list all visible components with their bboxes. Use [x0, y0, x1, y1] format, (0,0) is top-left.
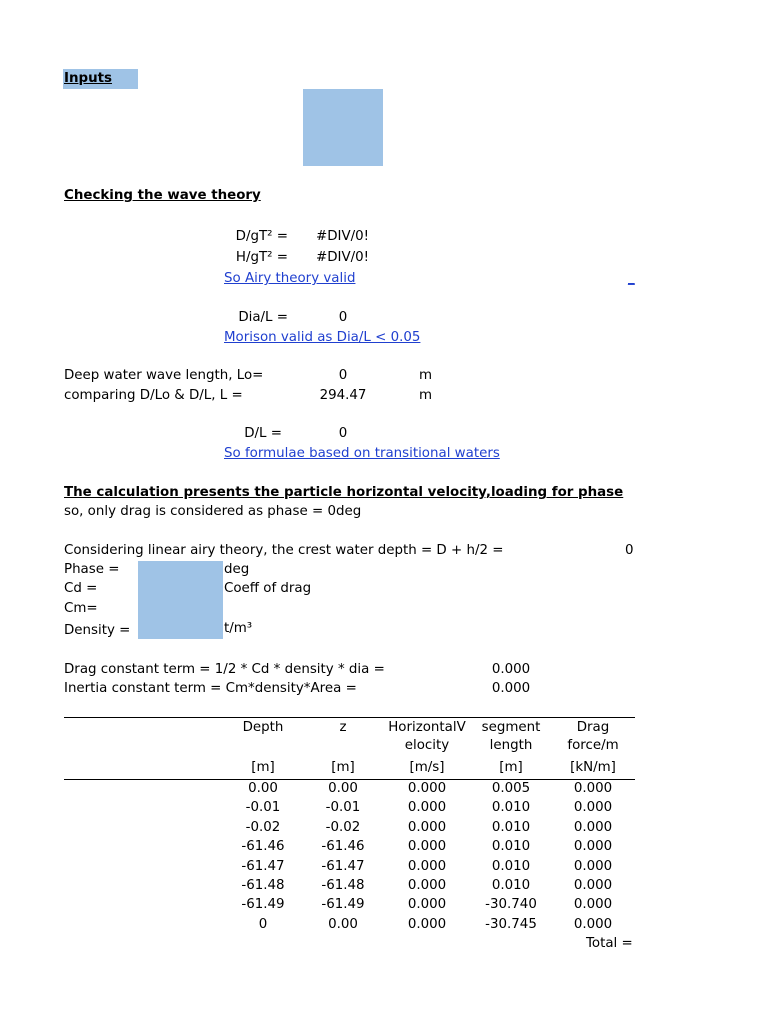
cell-depth: -61.48: [241, 878, 285, 893]
cell-drag-force: 0.000: [573, 800, 613, 815]
cell-depth: -61.46: [241, 839, 285, 854]
deep-water-unit: m: [419, 368, 433, 383]
cell-segment-length: -30.740: [485, 897, 537, 912]
cell-segment-length: 0.010: [491, 839, 531, 854]
cell-velocity: 0.000: [407, 859, 447, 874]
cell-drag-force: 0.000: [573, 859, 613, 874]
unit-segment-length: [m]: [499, 760, 523, 775]
cell-segment-length: 0.005: [491, 781, 531, 796]
density-unit: t/m³: [224, 621, 253, 636]
calculation-heading: The calculation presents the particle horizontal velocity,loading for phase: [64, 485, 624, 500]
inputs-title: Inputs: [64, 71, 113, 86]
table-header-rule: [64, 779, 635, 780]
cell-z: -61.46: [321, 839, 365, 854]
cell-drag-force: 0.000: [573, 878, 613, 893]
cm-label: Cm=: [64, 601, 98, 616]
cell-velocity: 0.000: [407, 897, 447, 912]
cell-velocity: 0.000: [407, 839, 447, 854]
cell-drag-force: 0.000: [573, 839, 613, 854]
cell-segment-length: 0.010: [491, 800, 531, 815]
col-header-segment-length: segment length: [481, 720, 541, 753]
cell-depth: -0.01: [245, 800, 281, 815]
unit-z: [m]: [331, 760, 355, 775]
cell-drag-force: 0.000: [573, 781, 613, 796]
deep-water-label: Deep water wave length, Lo=: [64, 368, 264, 383]
col-header-z: z: [339, 720, 347, 735]
cell-segment-length: -30.745: [485, 917, 537, 932]
unit-velocity: [m/s]: [409, 760, 445, 775]
total-label: Total =: [586, 936, 633, 951]
cell-depth: 0: [258, 917, 268, 932]
dia-l-value: 0: [338, 310, 348, 325]
cell-velocity: 0.000: [407, 878, 447, 893]
transitional-link[interactable]: So formulae based on transitional waters: [224, 446, 500, 461]
deep-water-value: 0: [338, 368, 348, 383]
col-header-drag-force: Drag force/m: [567, 720, 619, 753]
cell-z: -0.01: [325, 800, 361, 815]
compare-value: 294.47: [319, 388, 367, 403]
dia-l-label: Dia/L =: [238, 310, 288, 325]
cell-segment-length: 0.010: [491, 820, 531, 835]
wave-theory-heading: Checking the wave theory: [64, 188, 261, 203]
cell-segment-length: 0.010: [491, 859, 531, 874]
cell-depth: -61.49: [241, 897, 285, 912]
cell-velocity: 0.000: [407, 781, 447, 796]
cd-unit: Coeff of drag: [224, 581, 312, 596]
cell-drag-force: 0.000: [573, 897, 613, 912]
phase-label: Phase =: [64, 562, 120, 577]
compare-unit: m: [419, 388, 433, 403]
cell-velocity: 0.000: [407, 820, 447, 835]
d-gt2-label: D/gT² =: [235, 229, 288, 244]
cell-z: -61.49: [321, 897, 365, 912]
inertia-constant-value: 0.000: [491, 681, 531, 696]
h-gt2-value: #DIV/0!: [316, 250, 370, 265]
cell-depth: 0.00: [248, 781, 278, 796]
density-label: Density =: [64, 623, 131, 638]
cell-z: 0.00: [328, 917, 358, 932]
airy-theory-link[interactable]: So Airy theory valid: [224, 271, 356, 286]
cell-velocity: 0.000: [407, 917, 447, 932]
h-gt2-label: H/gT² =: [235, 250, 288, 265]
d-l-label: D/L =: [244, 426, 282, 441]
compare-label: comparing D/Lo & D/L, L =: [64, 388, 243, 403]
drag-constant-value: 0.000: [491, 662, 531, 677]
drag-note: so, only drag is considered as phase = 0deg: [64, 504, 362, 519]
drag-constant-label: Drag constant term = 1/2 * Cd * density * dia =: [64, 662, 385, 677]
cell-z: -0.02: [325, 820, 361, 835]
d-gt2-value: #DIV/0!: [316, 229, 370, 244]
cell-z: -61.48: [321, 878, 365, 893]
table-top-rule: [64, 717, 635, 718]
cell-velocity: 0.000: [407, 800, 447, 815]
col-header-velocity: HorizontalV elocity: [388, 720, 466, 753]
cell-z: 0.00: [328, 781, 358, 796]
inertia-constant-label: Inertia constant term = Cm*density*Area =: [64, 681, 357, 696]
cell-depth: -0.02: [245, 820, 281, 835]
unit-drag-force: [kN/m]: [570, 760, 616, 775]
unit-depth: [m]: [251, 760, 275, 775]
col-header-depth: Depth: [242, 720, 284, 735]
cell-depth: -61.47: [241, 859, 285, 874]
side-link[interactable]: _: [628, 271, 635, 286]
cell-drag-force: 0.000: [573, 917, 613, 932]
morison-link[interactable]: Morison valid as Dia/L < 0.05: [224, 330, 421, 345]
input-image-cell[interactable]: [303, 89, 383, 166]
d-l-value: 0: [338, 426, 348, 441]
cell-segment-length: 0.010: [491, 878, 531, 893]
cd-label: Cd =: [64, 581, 98, 596]
crest-depth-value: 0: [625, 543, 634, 558]
cell-z: -61.47: [321, 859, 365, 874]
cell-drag-force: 0.000: [573, 820, 613, 835]
crest-depth-label: Considering linear airy theory, the crest water depth = D + h/2 =: [64, 543, 504, 558]
phase-unit: deg: [224, 562, 250, 577]
input-cells-block[interactable]: [138, 561, 223, 639]
